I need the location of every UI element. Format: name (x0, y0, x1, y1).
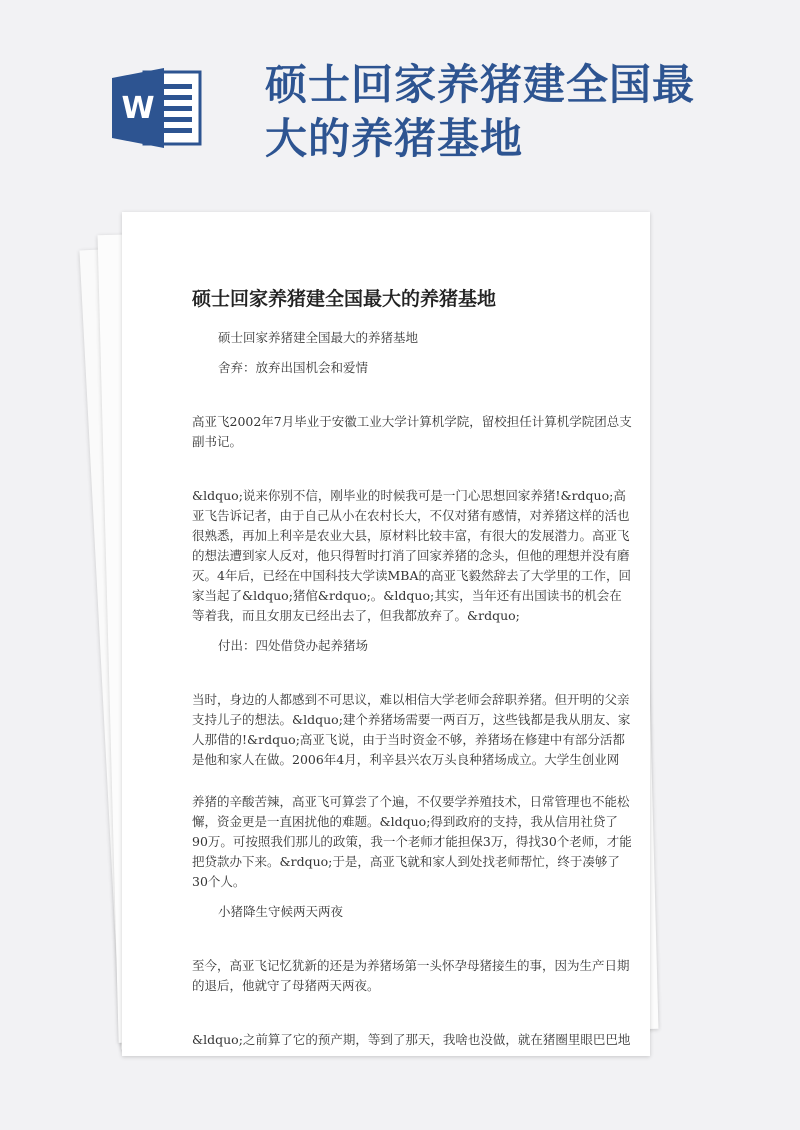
section-heading: 小猪降生守候两天两夜 (218, 904, 344, 919)
paragraph: 养猪的辛酸苦辣，高亚飞可算尝了个遍，不仅要学养殖技术，日常管理也不能松懈，资金更是一直困扰他的难题。&ldquo;得到政府的支持，我从信用社贷了90万。可按照我们那儿的政策，我一个老师才能担保3万，得找30个老师，才能把贷款办下来。&rdquo;于是，高亚飞就和家人到处找老师帮忙，终于凑够了30个人。 (192, 794, 632, 889)
word-document-icon (110, 60, 206, 156)
paragraph: &ldquo;之前算了它的预产期，等到了那天，我啥也没做，就在猪圈里眼巴巴地 (192, 1032, 631, 1047)
document-body (192, 328, 632, 1050)
paragraph: 至今，高亚飞记忆犹新的还是为养猪场第一头怀孕母猪接生的事，因为生产日期的退后，他就守了母猪两天两夜。 (192, 958, 630, 993)
paragraph: 当时，身边的人都感到不可思议，难以相信大学老师会辞职养猪。但开明的父亲支持儿子的想法。&ldquo;建个养猪场需要一两百万，这些钱都是我从朋友、家人那借的!&rdquo;高亚飞说，由于当时资金不够，养猪场在修建中有部分活都是他和家人在做。2006年4月，利辛县兴农万头良种猪场成立。大学生创业网 (192, 692, 631, 767)
sub-heading: 硕士回家养猪建全国最大的养猪基地 (218, 330, 419, 345)
section-heading: 舍弃：放弃出国机会和爱情 (218, 360, 369, 375)
paragraph: 高亚飞2002年7月毕业于安徽工业大学计算机学院，留校担任计算机学院团总支副书记。 (192, 414, 632, 449)
document-title: 硕士回家养猪建全国最大的养猪基地 (192, 288, 497, 310)
document-page (122, 212, 650, 1056)
paragraph: &ldquo;说来你别不信，刚毕业的时候我可是一门心思想回家养猪!&rdquo;高亚飞告诉记者，由于自己从小在农村长大，不仅对猪有感情，对养猪这样的活也很熟悉，再加上利辛是农业大县，原材料比较丰富，有很大的发展潜力。高亚飞的想法遭到家人反对，他只得暂时打消了回家养猪的念头，但他的理想并没有磨灭。4年后，已经在中国科技大学读MBA的高亚飞毅然辞去了大学里的工作，回家当起了&ldquo;猪倌&rdquo;。&ldquo;其实，当年还有出国读书的机会在等着我，而且女朋友已经出去了，但我都放弃了。&rdquo; (192, 488, 631, 623)
section-heading: 付出：四处借贷办起养猪场 (218, 638, 369, 653)
page-title: 硕士回家养猪建全国最大的养猪基地 (265, 60, 696, 163)
svg-text:W: W (121, 91, 155, 126)
